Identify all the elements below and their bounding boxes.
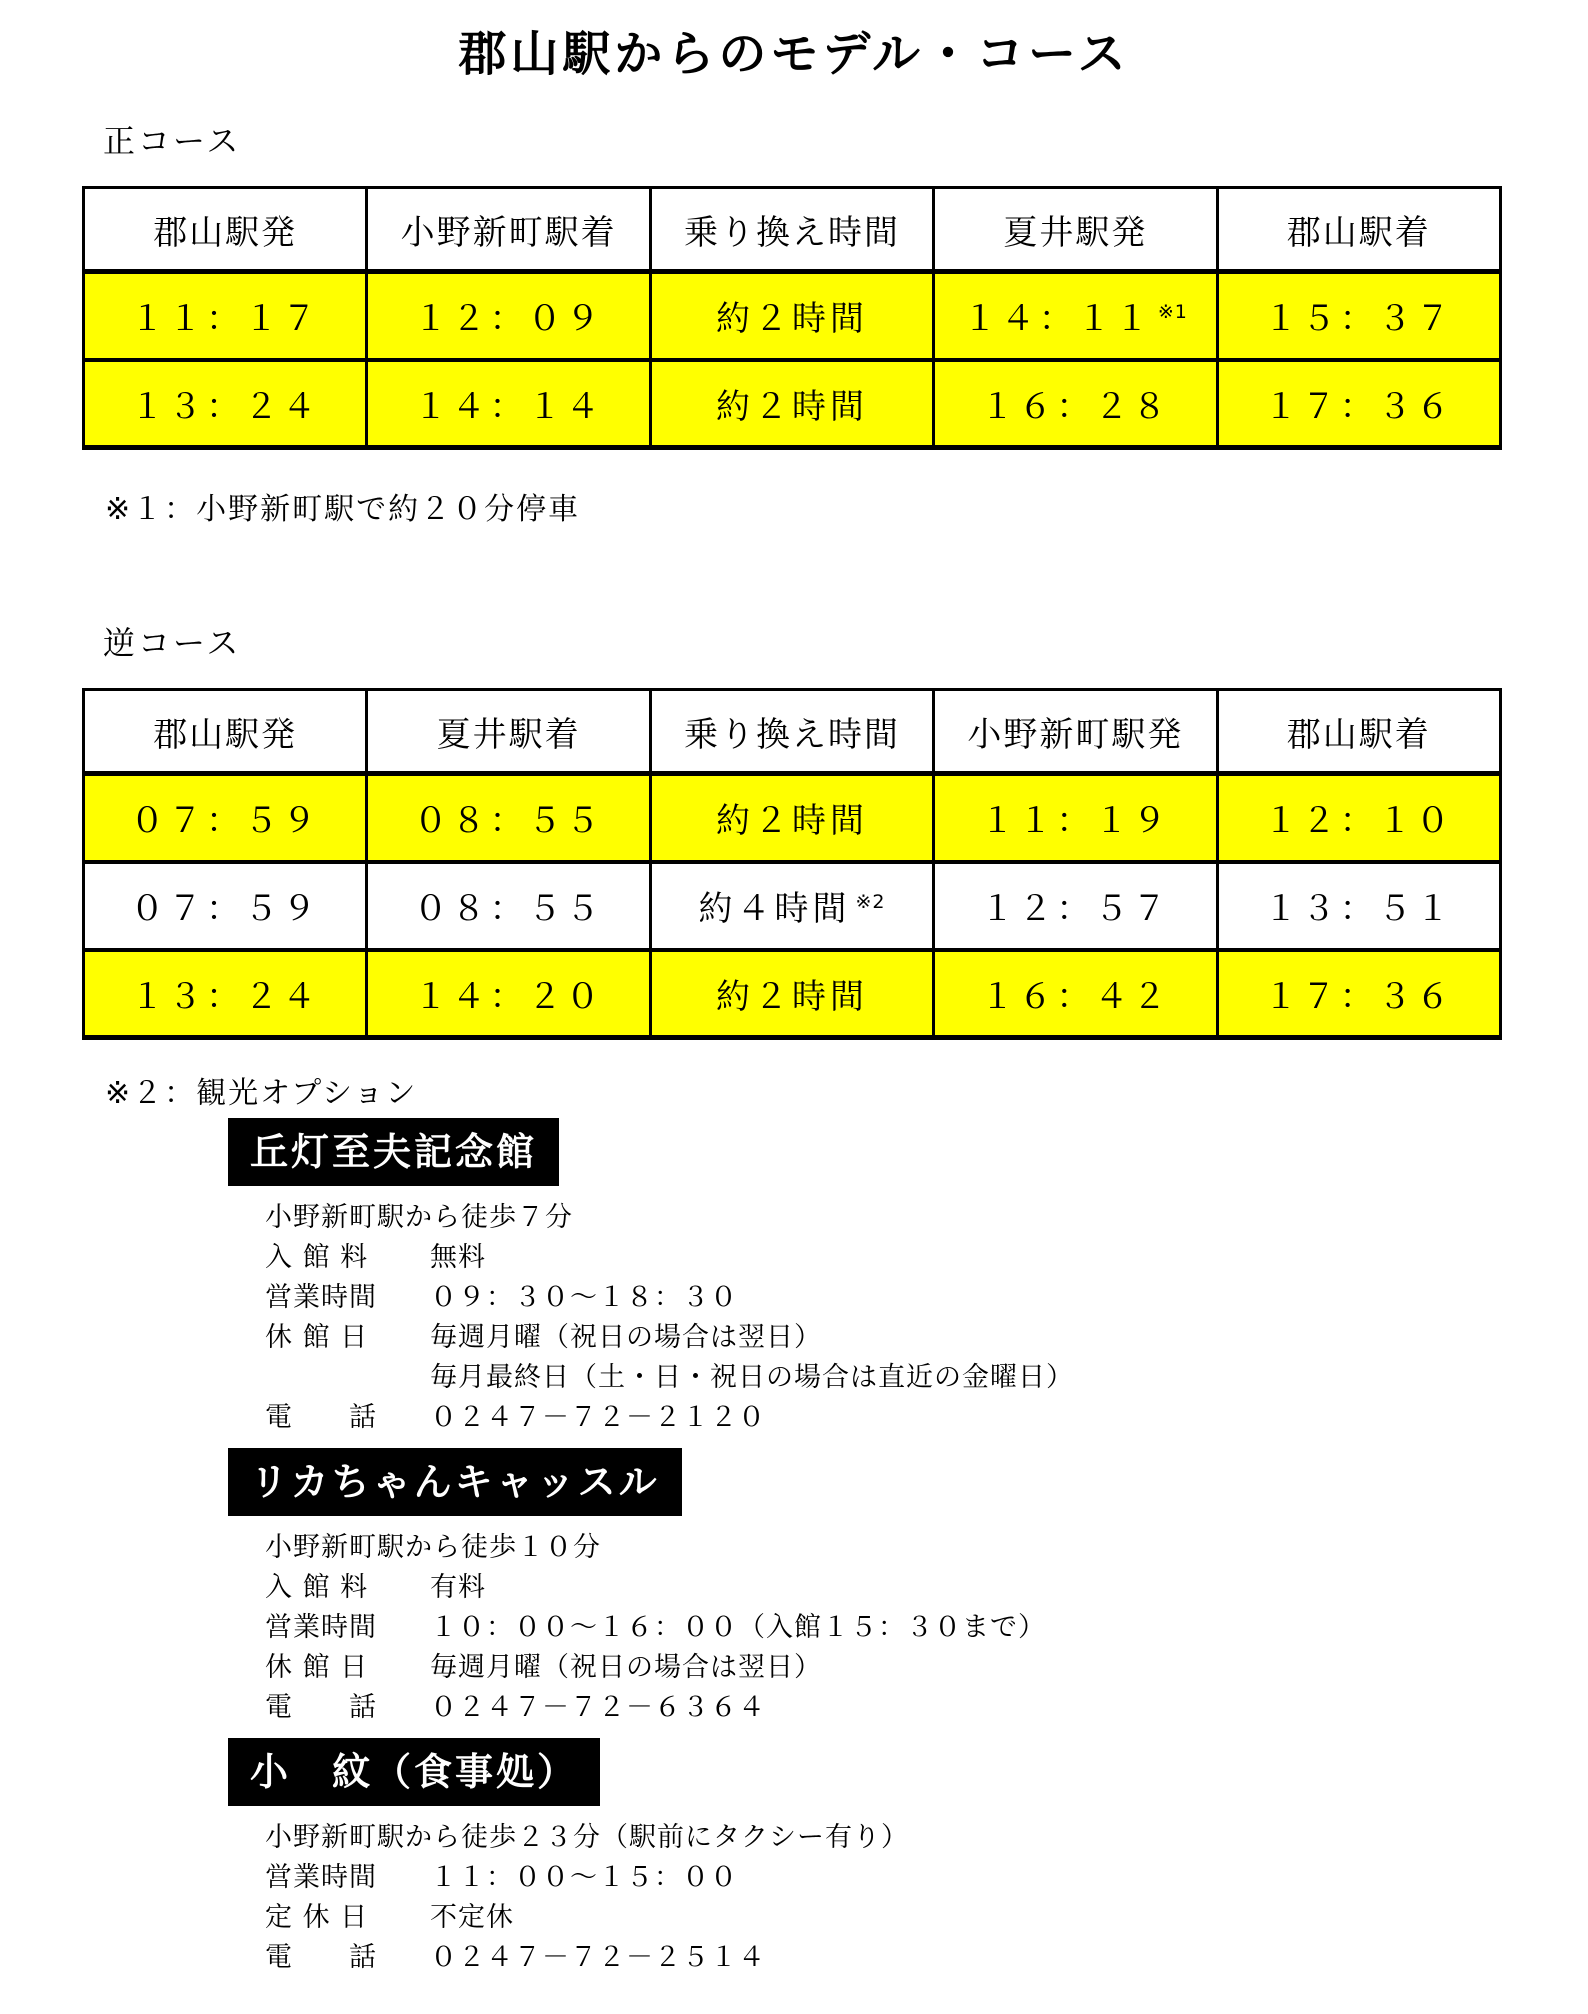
table-cell: １３：２４ <box>84 950 367 1038</box>
table-cell: 約２時間 <box>650 774 933 862</box>
facilities-section <box>228 1112 1588 1978</box>
table-cell: １３：２４ <box>84 360 367 448</box>
table-cell: ０８：５５ <box>367 862 650 950</box>
header-cell-koriyama-arr: 郡山駅着 <box>1217 690 1500 774</box>
reverse-table-row-1 <box>84 774 1501 862</box>
detail-row-hours: 営業時間 ０９：３０～１８：３０ <box>265 1282 738 1313</box>
table-cell: １２：０９ <box>367 272 650 360</box>
detail-row-phone: 電 話 ０２４７－７２－６３６４ <box>265 1692 766 1723</box>
reverse-table-row-3 <box>84 950 1501 1038</box>
header-cell-natsui-arr: 夏井駅着 <box>367 690 650 774</box>
forward-course-table <box>82 186 1502 450</box>
facility-komon-restaurant <box>228 1728 1588 1978</box>
facility-name-label: 丘灯至夫記念館 <box>228 1118 559 1186</box>
table-cell: １６：２８ <box>934 360 1217 448</box>
facility-licca-castle <box>228 1438 1588 1728</box>
table-cell: 約４時間 $^{※2}$ <box>650 862 933 950</box>
detail-row-closed: 定 休 日 不定休 <box>265 1902 514 1933</box>
facility-access-line: 小野新町駅から徒歩２３分（駅前にタクシー有り） <box>265 1822 909 1853</box>
detail-row-hours: 営業時間 １０：００～１６：００（入館１５：３０まで） <box>265 1612 1046 1643</box>
table-cell: １５：３７ <box>1217 272 1500 360</box>
facility-access-line: 小野新町駅から徒歩７分 <box>265 1202 573 1233</box>
table-cell: 約２時間 <box>650 360 933 448</box>
table-cell: ０７：５９ <box>84 774 367 862</box>
forward-table-row-1 <box>84 272 1501 360</box>
table-cell: １７：３６ <box>1217 360 1500 448</box>
detail-row-closed: 休 館 日 毎週月曜（祝日の場合は翌日） <box>265 1322 822 1353</box>
table-cell: １４：２０ <box>367 950 650 1038</box>
note-reference-1: ※1 <box>1157 300 1188 323</box>
table-cell: ０８：５５ <box>367 774 650 862</box>
detail-row-phone: 電 話 ０２４７－７２－２５１４ <box>265 1942 766 1973</box>
header-cell-transfer-time: 乗り換え時間 <box>650 690 933 774</box>
reverse-table-row-2 <box>84 862 1501 950</box>
forward-table-row-2 <box>84 360 1501 448</box>
facility-details <box>265 1198 1588 1438</box>
footnote-2: ※２：観光オプション <box>105 1076 418 1111</box>
detail-row-admission: 入 館 料 無料 <box>265 1242 486 1273</box>
note-reference-2: ※2 <box>855 890 886 913</box>
header-cell-transfer-time: 乗り換え時間 <box>650 188 933 272</box>
detail-row-admission: 入 館 料 有料 <box>265 1572 486 1603</box>
section-label-reverse-course: 逆コース <box>103 624 242 662</box>
facility-details <box>265 1818 1588 1978</box>
section-label-forward-course: 正コース <box>103 122 242 160</box>
table-cell: １２：１０ <box>1217 774 1500 862</box>
detail-row-hours: 営業時間 １１：００～１５：００ <box>265 1862 738 1893</box>
header-cell-natsui-dep: 夏井駅発 <box>934 188 1217 272</box>
table-cell: 約２時間 <box>650 272 933 360</box>
reverse-table-header-row <box>84 690 1501 774</box>
table-cell: １４：１１ $^{※1}$ <box>934 272 1217 360</box>
table-cell: １１：１７ <box>84 272 367 360</box>
header-cell-ononiimachi-dep: 小野新町駅発 <box>934 690 1217 774</box>
facility-access-line: 小野新町駅から徒歩１０分 <box>265 1532 601 1563</box>
table-cell: １１：１９ <box>934 774 1217 862</box>
table-cell: 約２時間 <box>650 950 933 1038</box>
detail-row-closed: 休 館 日 毎週月曜（祝日の場合は翌日） <box>265 1652 822 1683</box>
detail-row-closed-cont: 毎月最終日（土・日・祝日の場合は直近の金曜日） <box>430 1362 1074 1393</box>
header-cell-ononiimachi-arr: 小野新町駅着 <box>367 188 650 272</box>
table-cell: ０７：５９ <box>84 862 367 950</box>
table-cell: １４：１４ <box>367 360 650 448</box>
facility-name-label: リカちゃんキャッスル <box>228 1448 682 1516</box>
page-title: 郡山駅からのモデル・コース <box>458 26 1130 82</box>
header-cell-koriyama-arr: 郡山駅着 <box>1217 188 1500 272</box>
facility-okatoshio-memorial <box>228 1112 1588 1438</box>
header-cell-koriyama-dep: 郡山駅発 <box>84 188 367 272</box>
table-cell: １２：５７ <box>934 862 1217 950</box>
table-cell: １６：４２ <box>934 950 1217 1038</box>
footnote-1: ※１：小野新町駅で約２０分停車 <box>105 492 581 527</box>
forward-table-header-row <box>84 188 1501 272</box>
table-cell: １３：５１ <box>1217 862 1500 950</box>
reverse-course-table <box>82 688 1502 1040</box>
detail-row-phone: 電 話 ０２４７－７２－２１２０ <box>265 1402 766 1433</box>
table-cell: １７：３６ <box>1217 950 1500 1038</box>
header-cell-koriyama-dep: 郡山駅発 <box>84 690 367 774</box>
facility-details <box>265 1528 1588 1728</box>
facility-name-label: 小 紋（食事処） <box>228 1738 600 1806</box>
